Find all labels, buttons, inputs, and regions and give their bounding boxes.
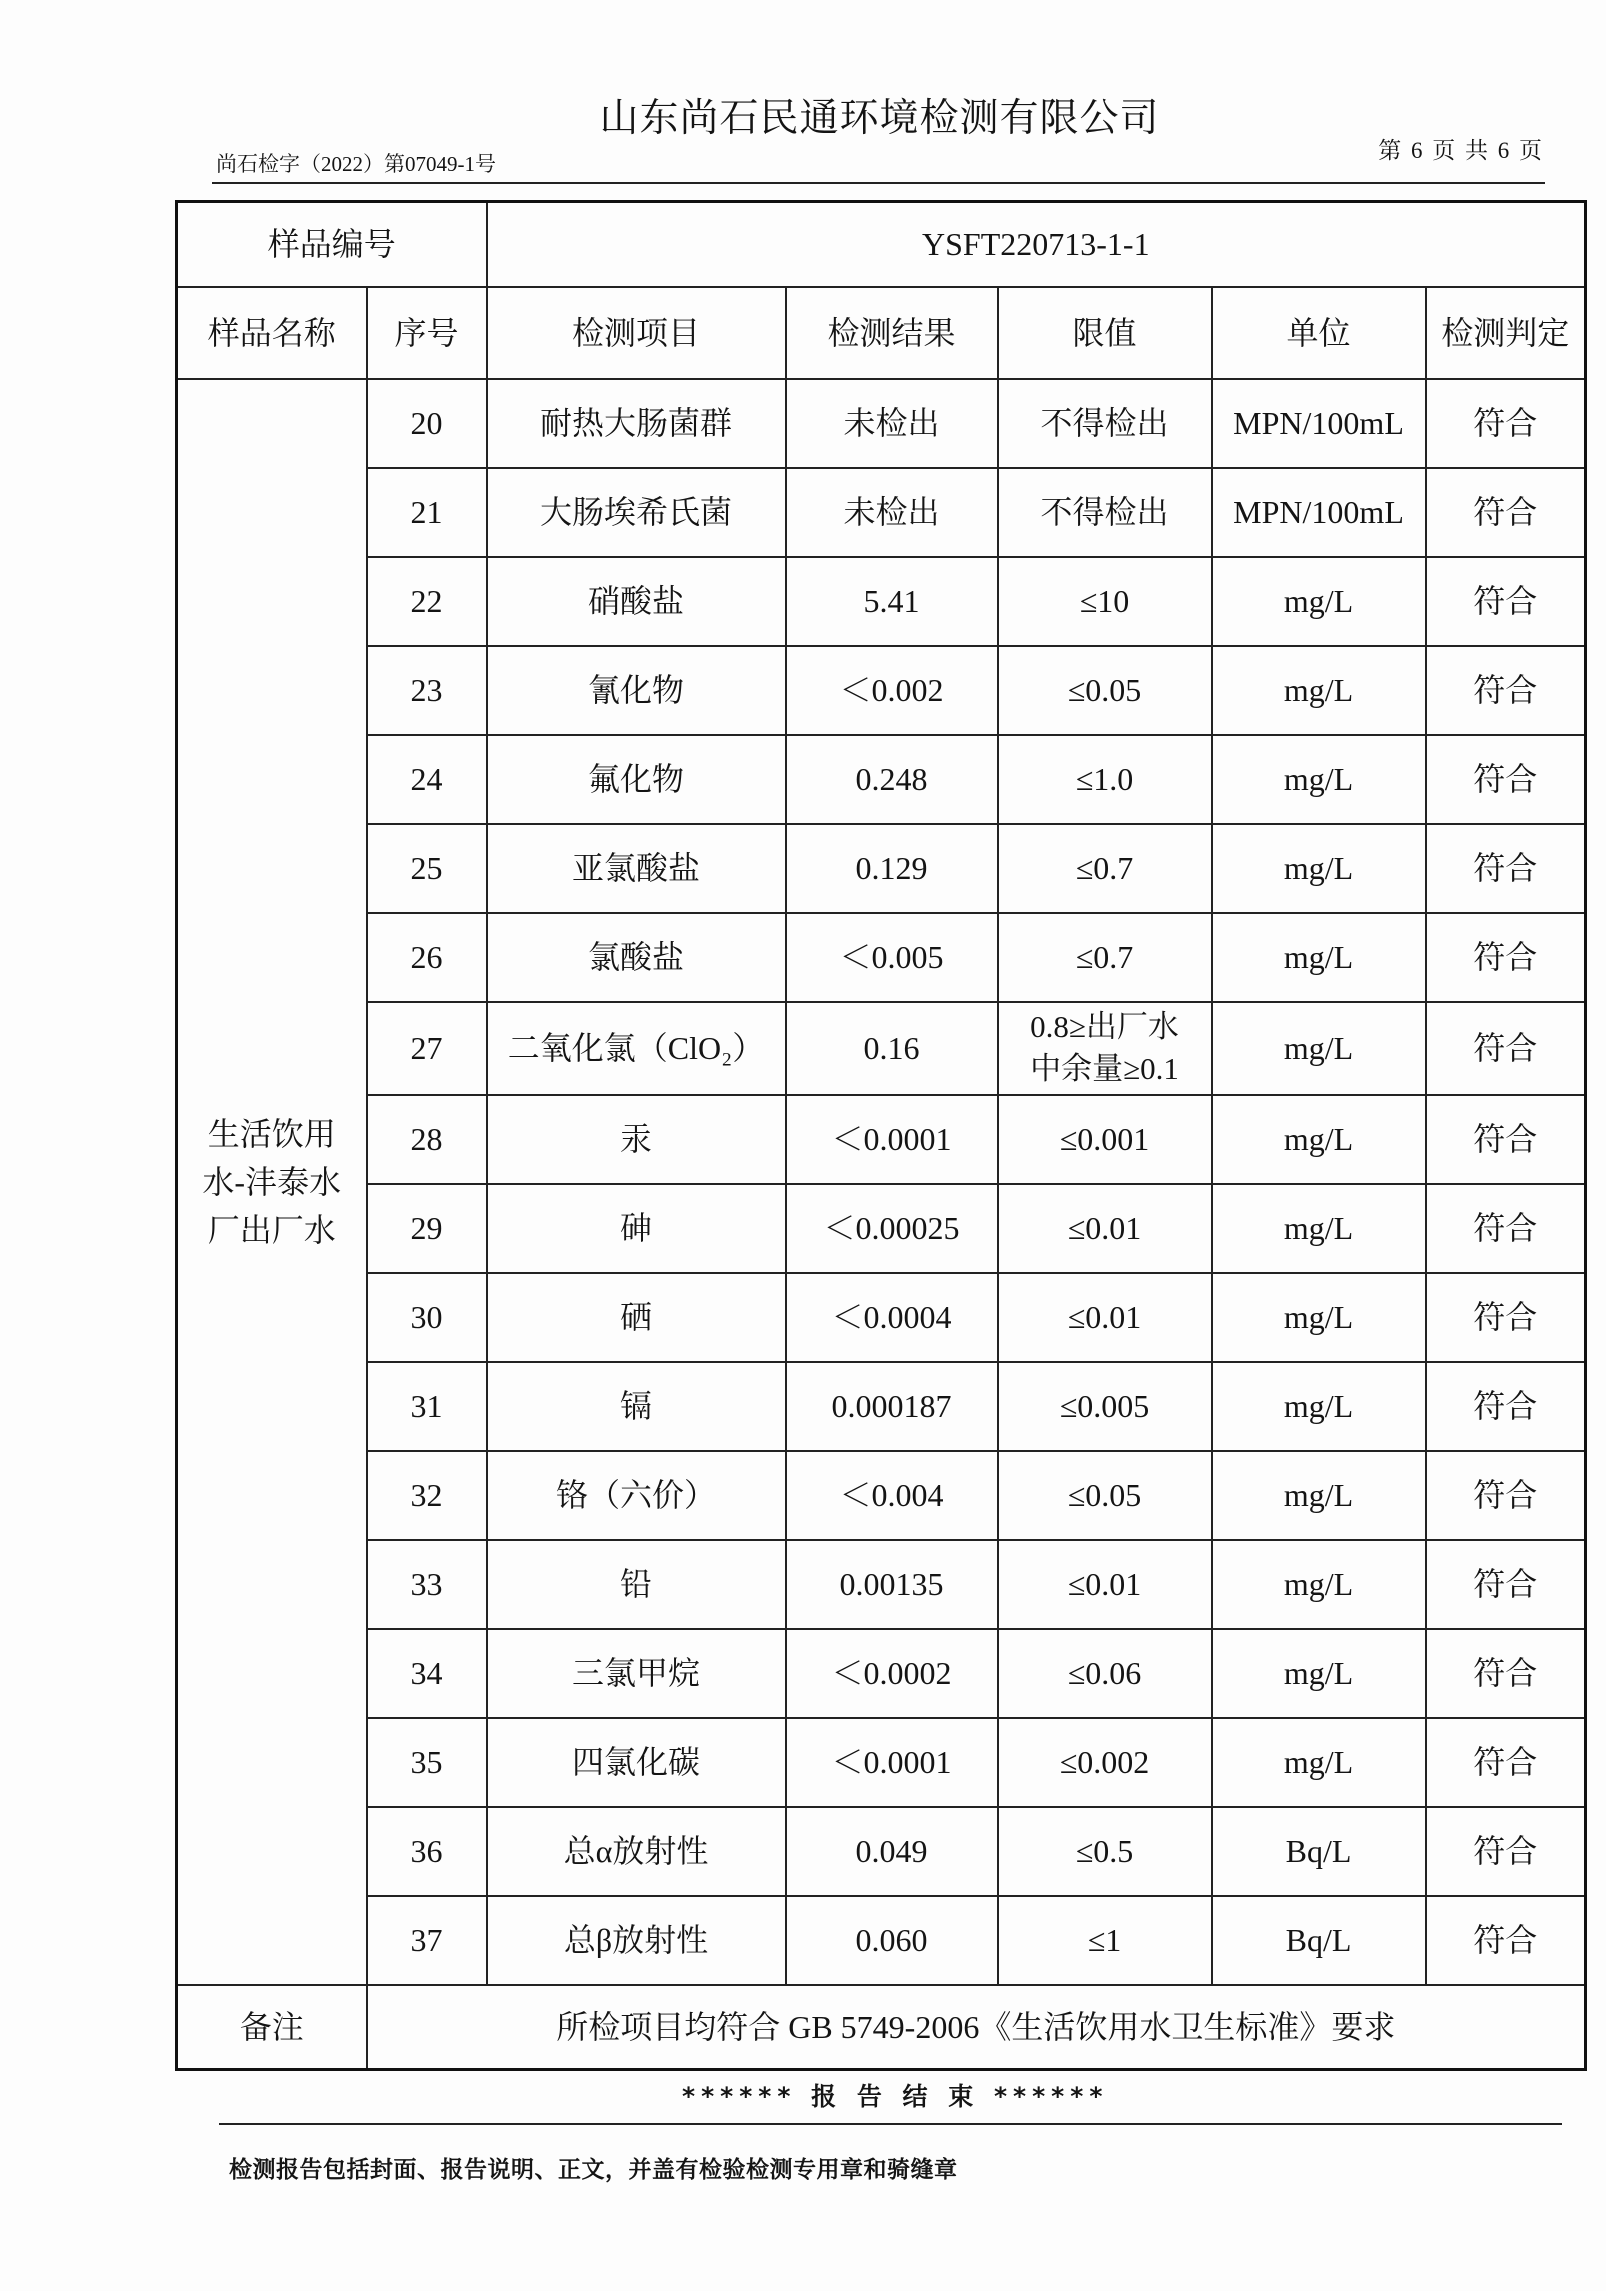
unit: mg/L <box>1212 1540 1426 1629</box>
unit: mg/L <box>1212 913 1426 1002</box>
row-number: 32 <box>367 1451 487 1540</box>
limit-value: ≤0.005 <box>998 1362 1212 1451</box>
table-row <box>177 468 1586 557</box>
table-row <box>177 1002 1586 1095</box>
verdict: 符合 <box>1426 1273 1586 1362</box>
test-result: 0.000187 <box>786 1362 998 1451</box>
test-item: 镉 <box>487 1362 786 1451</box>
row-number: 25 <box>367 824 487 913</box>
row-number: 33 <box>367 1540 487 1629</box>
limit-value: ≤0.5 <box>998 1807 1212 1896</box>
row-number: 23 <box>367 646 487 735</box>
test-result: ＜0.002 <box>786 646 998 735</box>
limit-value: ≤0.01 <box>998 1273 1212 1362</box>
test-result: 0.060 <box>786 1896 998 1985</box>
verdict: 符合 <box>1426 1095 1586 1184</box>
row-number: 31 <box>367 1362 487 1451</box>
limit-value: ≤0.01 <box>998 1184 1212 1273</box>
test-item: 氯酸盐 <box>487 913 786 1002</box>
page-info: 第 6 页 共 6 页 <box>1378 138 1544 163</box>
col-header-test-item: 检测项目 <box>487 287 786 379</box>
company-title: 山东尚石民通环境检测有限公司 <box>599 97 1160 140</box>
test-results-table <box>175 200 1587 2071</box>
test-result: 0.049 <box>786 1807 998 1896</box>
row-number: 26 <box>367 913 487 1002</box>
test-result: ＜0.004 <box>786 1451 998 1540</box>
limit-value: ≤0.01 <box>998 1540 1212 1629</box>
table-row <box>177 557 1586 646</box>
verdict: 符合 <box>1426 1362 1586 1451</box>
table-row <box>177 1184 1586 1273</box>
table-row <box>177 1095 1586 1184</box>
unit: mg/L <box>1212 1184 1426 1273</box>
table-row <box>177 1896 1586 1985</box>
limit-value: 0.8≥出厂水 中余量≥0.1 <box>998 1002 1212 1095</box>
test-result: ＜0.0001 <box>786 1718 998 1807</box>
test-item: 硒 <box>487 1273 786 1362</box>
limit-value: 不得检出 <box>998 379 1212 468</box>
verdict: 符合 <box>1426 646 1586 735</box>
test-result: ＜0.00025 <box>786 1184 998 1273</box>
col-header-unit: 单位 <box>1212 287 1426 379</box>
table-row <box>177 379 1586 468</box>
table-row <box>177 913 1586 1002</box>
verdict: 符合 <box>1426 557 1586 646</box>
test-item: 二氧化氯（ClO₂） <box>487 1002 786 1095</box>
verdict: 符合 <box>1426 1896 1586 1985</box>
col-header-limit: 限值 <box>998 287 1212 379</box>
table-row <box>177 646 1586 735</box>
test-result: 0.16 <box>786 1002 998 1095</box>
table-row <box>177 1451 1586 1540</box>
table-row <box>177 1629 1586 1718</box>
row-number: 28 <box>367 1095 487 1184</box>
test-item: 耐热大肠菌群 <box>487 379 786 468</box>
test-item: 亚氯酸盐 <box>487 824 786 913</box>
sample-number-label: 样品编号 <box>177 202 487 287</box>
footer-note: 检测报告包括封面、报告说明、正文，并盖有检验检测专用章和骑缝章 <box>229 2157 958 2183</box>
test-result: 未检出 <box>786 379 998 468</box>
test-item: 氰化物 <box>487 646 786 735</box>
unit: mg/L <box>1212 557 1426 646</box>
unit: MPN/100mL <box>1212 468 1426 557</box>
test-result: 未检出 <box>786 468 998 557</box>
test-item: 四氯化碳 <box>487 1718 786 1807</box>
row-number: 36 <box>367 1807 487 1896</box>
row-number: 21 <box>367 468 487 557</box>
unit: mg/L <box>1212 1451 1426 1540</box>
limit-value: ≤0.7 <box>998 913 1212 1002</box>
test-item: 大肠埃希氏菌 <box>487 468 786 557</box>
table-row <box>177 1540 1586 1629</box>
test-item: 氟化物 <box>487 735 786 824</box>
limit-value: ≤0.05 <box>998 1451 1212 1540</box>
row-number: 29 <box>367 1184 487 1273</box>
sample-number-row <box>177 202 1586 287</box>
test-item: 铬（六价） <box>487 1451 786 1540</box>
unit: mg/L <box>1212 1629 1426 1718</box>
test-result: ＜0.0002 <box>786 1629 998 1718</box>
unit: mg/L <box>1212 1718 1426 1807</box>
limit-value: ≤0.05 <box>998 646 1212 735</box>
test-item: 三氯甲烷 <box>487 1629 786 1718</box>
row-number: 27 <box>367 1002 487 1095</box>
verdict: 符合 <box>1426 379 1586 468</box>
col-header-number: 序号 <box>367 287 487 379</box>
test-item: 硝酸盐 <box>487 557 786 646</box>
table-row <box>177 824 1586 913</box>
limit-value: ≤0.001 <box>998 1095 1212 1184</box>
unit: mg/L <box>1212 1095 1426 1184</box>
verdict: 符合 <box>1426 824 1586 913</box>
limit-value: ≤1 <box>998 1896 1212 1985</box>
remark-label: 备注 <box>177 1985 367 2070</box>
col-header-sample-name: 样品名称 <box>177 287 367 379</box>
unit: mg/L <box>1212 1002 1426 1095</box>
verdict: 符合 <box>1426 1540 1586 1629</box>
limit-value: ≤0.7 <box>998 824 1212 913</box>
remark-row <box>177 1985 1586 2070</box>
unit: Bq/L <box>1212 1807 1426 1896</box>
col-header-result: 检测结果 <box>786 287 998 379</box>
row-number: 20 <box>367 379 487 468</box>
row-number: 24 <box>367 735 487 824</box>
unit: MPN/100mL <box>1212 379 1426 468</box>
limit-value: ≤0.06 <box>998 1629 1212 1718</box>
row-number: 22 <box>367 557 487 646</box>
verdict: 符合 <box>1426 1629 1586 1718</box>
verdict: 符合 <box>1426 735 1586 824</box>
limit-value: ≤0.002 <box>998 1718 1212 1807</box>
report-end-mark: ****** 报 告 结 束 ****** <box>682 2082 1109 2111</box>
table-row <box>177 1718 1586 1807</box>
verdict: 符合 <box>1426 1002 1586 1095</box>
test-item: 砷 <box>487 1184 786 1273</box>
sample-name-cell: 生活饮用 水-沣泰水 厂出厂水 <box>177 379 367 1985</box>
verdict: 符合 <box>1426 1184 1586 1273</box>
test-item: 铅 <box>487 1540 786 1629</box>
row-number: 37 <box>367 1896 487 1985</box>
limit-value: 不得检出 <box>998 468 1212 557</box>
test-result: 0.00135 <box>786 1540 998 1629</box>
limit-value: ≤10 <box>998 557 1212 646</box>
test-item: 汞 <box>487 1095 786 1184</box>
verdict: 符合 <box>1426 913 1586 1002</box>
test-result: ＜0.0004 <box>786 1273 998 1362</box>
remark-text: 所检项目均符合 GB 5749-2006《生活饮用水卫生标准》要求 <box>367 1985 1586 2070</box>
row-number: 35 <box>367 1718 487 1807</box>
verdict: 符合 <box>1426 1718 1586 1807</box>
test-result: ＜0.0001 <box>786 1095 998 1184</box>
col-header-verdict: 检测判定 <box>1426 287 1586 379</box>
test-result: 0.129 <box>786 824 998 913</box>
test-result: ＜0.005 <box>786 913 998 1002</box>
verdict: 符合 <box>1426 1807 1586 1896</box>
test-item: 总α放射性 <box>487 1807 786 1896</box>
header-divider <box>212 182 1545 184</box>
unit: mg/L <box>1212 1362 1426 1451</box>
row-number: 30 <box>367 1273 487 1362</box>
limit-value: ≤1.0 <box>998 735 1212 824</box>
verdict: 符合 <box>1426 1451 1586 1540</box>
unit: mg/L <box>1212 824 1426 913</box>
test-result: 5.41 <box>786 557 998 646</box>
test-item: 总β放射性 <box>487 1896 786 1985</box>
table-row <box>177 1807 1586 1896</box>
test-result: 0.248 <box>786 735 998 824</box>
footer-divider <box>219 2123 1562 2125</box>
report-number: 尚石检字（2022）第07049-1号 <box>216 152 496 176</box>
table-row <box>177 1362 1586 1451</box>
sample-number-value: YSFT220713-1-1 <box>487 202 1586 287</box>
unit: mg/L <box>1212 1273 1426 1362</box>
table-row <box>177 735 1586 824</box>
unit: mg/L <box>1212 735 1426 824</box>
table-row <box>177 1273 1586 1362</box>
unit: mg/L <box>1212 646 1426 735</box>
row-number: 34 <box>367 1629 487 1718</box>
column-header-row <box>177 287 1586 379</box>
verdict: 符合 <box>1426 468 1586 557</box>
unit: Bq/L <box>1212 1896 1426 1985</box>
